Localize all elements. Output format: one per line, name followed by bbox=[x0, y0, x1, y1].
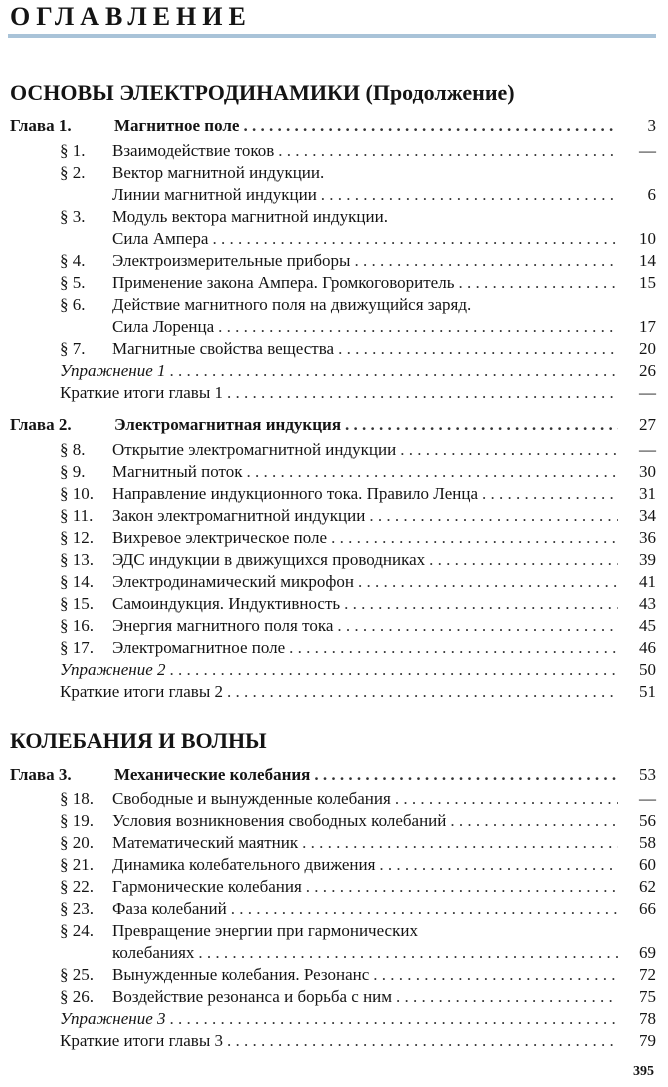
entry-title: Упражнение 3 bbox=[60, 1009, 166, 1028]
section-number: § 23. bbox=[60, 899, 94, 918]
chapter-label: Глава 2. bbox=[10, 415, 72, 434]
toc-chapter-entry[interactable] bbox=[10, 764, 656, 786]
toc-summary-entry[interactable] bbox=[60, 382, 656, 404]
dot-leader bbox=[212, 228, 618, 250]
page-ref: 69 bbox=[639, 943, 656, 962]
page-ref: 58 bbox=[639, 833, 656, 852]
page-ref: 10 bbox=[639, 229, 656, 248]
entry-title: Краткие итоги главы 3 bbox=[60, 1031, 223, 1050]
section-number: § 22. bbox=[60, 877, 94, 896]
dot-leader bbox=[358, 571, 618, 593]
section-number: § 4. bbox=[60, 251, 86, 270]
dot-leader bbox=[379, 854, 618, 876]
entry-title: Сила Ампера bbox=[112, 229, 209, 248]
dot-leader bbox=[246, 461, 618, 483]
dot-leader bbox=[338, 338, 618, 360]
dot-leader bbox=[289, 637, 618, 659]
toc-entry[interactable] bbox=[60, 439, 656, 461]
dot-leader bbox=[278, 140, 618, 162]
section-number: § 2. bbox=[60, 163, 86, 182]
page-ref: 41 bbox=[639, 572, 656, 591]
toc-entry[interactable] bbox=[60, 338, 656, 360]
entry-title: Воздействие резонанса и борьба с ним bbox=[112, 987, 393, 1006]
toc-entry[interactable] bbox=[60, 571, 656, 593]
entry-title: Краткие итоги главы 2 bbox=[60, 682, 223, 701]
section-number: § 24. bbox=[60, 921, 94, 940]
page-ref: 31 bbox=[639, 484, 656, 503]
section-number: § 11. bbox=[60, 506, 94, 525]
dot-leader bbox=[170, 360, 619, 382]
section-number: § 13. bbox=[60, 550, 94, 569]
section-number: § 10. bbox=[60, 484, 94, 503]
toc-entry[interactable] bbox=[60, 593, 656, 615]
entry-title: Самоиндукция. Индуктивность bbox=[112, 594, 341, 613]
entry-title: Применение закона Ампера. Громкоговоритель bbox=[112, 273, 455, 292]
section-number: § 17. bbox=[60, 638, 94, 657]
page-ref: — bbox=[639, 440, 656, 459]
page-ref: 36 bbox=[639, 528, 656, 547]
toc-summary-entry[interactable] bbox=[60, 681, 656, 703]
page-ref: — bbox=[639, 789, 656, 808]
page-ref: 62 bbox=[639, 877, 656, 896]
toc-entry[interactable] bbox=[60, 206, 656, 228]
dot-leader bbox=[395, 788, 618, 810]
page-ref: 26 bbox=[639, 361, 656, 380]
page-ref: 66 bbox=[639, 899, 656, 918]
dot-leader bbox=[331, 527, 618, 549]
section-number: § 14. bbox=[60, 572, 94, 591]
toc-entry-continuation[interactable] bbox=[60, 942, 656, 964]
entry-title: Условия возникновения свободных колебаний bbox=[112, 811, 447, 830]
entry-title: Направление индукционного тока. Правило Ленца bbox=[112, 484, 478, 503]
section-number: § 5. bbox=[60, 273, 86, 292]
toc-entry[interactable] bbox=[60, 898, 656, 920]
dot-leader bbox=[170, 659, 619, 681]
entry-title: колебаниях bbox=[112, 943, 195, 962]
page-ref: — bbox=[639, 383, 656, 402]
entry-title: Действие магнитного поля на движущийся заряд. bbox=[112, 295, 472, 314]
entry-title: Энергия магнитного поля тока bbox=[112, 616, 334, 635]
entry-title: Фаза колебаний bbox=[112, 899, 227, 918]
section-number: § 1. bbox=[60, 141, 86, 160]
section-number: § 25. bbox=[60, 965, 94, 984]
dot-leader bbox=[227, 1030, 618, 1052]
page-ref: 17 bbox=[639, 317, 656, 336]
section-number: § 26. bbox=[60, 987, 94, 1006]
page-ref: 72 bbox=[639, 965, 656, 984]
page-ref: 43 bbox=[639, 594, 656, 613]
toc-entry[interactable] bbox=[60, 788, 656, 810]
dot-leader bbox=[231, 898, 618, 920]
toc-chapter-entry[interactable] bbox=[10, 414, 656, 436]
dot-leader bbox=[396, 986, 618, 1008]
dot-leader bbox=[354, 250, 618, 272]
toc-summary-entry[interactable] bbox=[60, 1030, 656, 1052]
entry-title: Краткие итоги главы 1 bbox=[60, 383, 223, 402]
section-number: § 9. bbox=[60, 462, 86, 481]
toc-entry[interactable] bbox=[60, 549, 656, 571]
toc-exercise-entry[interactable] bbox=[60, 1008, 656, 1030]
entry-title: Взаимодействие токов bbox=[112, 141, 275, 160]
toc-entry[interactable] bbox=[60, 637, 656, 659]
page-ref: 50 bbox=[639, 660, 656, 679]
entry-title: Магнитные свойства вещества bbox=[112, 339, 335, 358]
entry-title: Вектор магнитной индукции. bbox=[112, 163, 325, 182]
chapter-title: Электромагнитная индукция bbox=[114, 415, 342, 434]
entry-title: ЭДС индукции в движущихся проводниках bbox=[112, 550, 426, 569]
page-ref: 51 bbox=[639, 682, 656, 701]
dot-leader bbox=[337, 615, 618, 637]
page-ref: 46 bbox=[639, 638, 656, 657]
dot-leader bbox=[227, 681, 618, 703]
page-ref: 78 bbox=[639, 1009, 656, 1028]
entry-title: Динамика колебательного движения bbox=[112, 855, 376, 874]
section-number: § 21. bbox=[60, 855, 94, 874]
dot-leader bbox=[227, 382, 618, 404]
section-number: § 7. bbox=[60, 339, 86, 358]
section-number: § 19. bbox=[60, 811, 94, 830]
chapter-label: Глава 1. bbox=[10, 116, 72, 135]
toc-entry[interactable] bbox=[60, 162, 656, 184]
page-ref: — bbox=[639, 141, 656, 160]
dot-leader bbox=[373, 964, 618, 986]
entry-title: Магнитный поток bbox=[112, 462, 243, 481]
page-ref: 6 bbox=[647, 185, 656, 204]
part-title: ОСНОВЫ ЭЛЕКТРОДИНАМИКИ (Продолжение) bbox=[10, 80, 515, 105]
section-number: § 3. bbox=[60, 207, 86, 226]
dot-leader bbox=[400, 439, 618, 461]
page-number: 395 bbox=[633, 1064, 654, 1079]
entry-title: Вынужденные колебания. Резонанс bbox=[112, 965, 370, 984]
toc-entry[interactable] bbox=[60, 964, 656, 986]
part-title: КОЛЕБАНИЯ И ВОЛНЫ bbox=[10, 728, 267, 753]
page-ref: 45 bbox=[639, 616, 656, 635]
page-ref: 15 bbox=[639, 273, 656, 292]
dot-leader bbox=[218, 316, 618, 338]
entry-title: Упражнение 2 bbox=[60, 660, 166, 679]
toc-exercise-entry[interactable] bbox=[60, 360, 656, 382]
toc-entry-continuation[interactable] bbox=[60, 184, 656, 206]
toc-entry[interactable] bbox=[60, 986, 656, 1008]
dot-leader bbox=[369, 505, 618, 527]
entry-title: Гармонические колебания bbox=[112, 877, 302, 896]
dot-leader bbox=[429, 549, 618, 571]
page-ref: 39 bbox=[639, 550, 656, 569]
dot-leader bbox=[314, 764, 618, 786]
toc-entry[interactable] bbox=[60, 140, 656, 162]
page-ref: 27 bbox=[639, 415, 656, 434]
dot-leader bbox=[344, 593, 618, 615]
dot-leader bbox=[450, 810, 618, 832]
page-ref: 20 bbox=[639, 339, 656, 358]
entry-title: Электродинамический микрофон bbox=[112, 572, 354, 591]
entry-title: Свободные и вынужденные колебания bbox=[112, 789, 391, 808]
toc-entry[interactable] bbox=[60, 250, 656, 272]
page-title: ОГЛАВЛЕНИЕ bbox=[10, 2, 252, 31]
entry-title: Модуль вектора магнитной индукции. bbox=[112, 207, 388, 226]
chapter-title: Магнитное поле bbox=[114, 116, 240, 135]
entry-title: Закон электромагнитной индукции bbox=[112, 506, 366, 525]
dot-leader bbox=[458, 272, 618, 294]
page-ref: 53 bbox=[639, 765, 656, 784]
toc-entry[interactable] bbox=[60, 615, 656, 637]
section-number: § 8. bbox=[60, 440, 86, 459]
toc-entry[interactable] bbox=[60, 920, 656, 942]
section-number: § 16. bbox=[60, 616, 94, 635]
dot-leader bbox=[198, 942, 618, 964]
entry-title: Вихревое электрическое поле bbox=[112, 528, 328, 547]
section-number: § 15. bbox=[60, 594, 94, 613]
toc-entry[interactable] bbox=[60, 505, 656, 527]
entry-title: Превращение энергии при гармонических bbox=[112, 921, 418, 940]
toc-entry-continuation[interactable] bbox=[60, 316, 656, 338]
toc-entry[interactable] bbox=[60, 461, 656, 483]
toc-chapter-entry[interactable] bbox=[10, 115, 656, 137]
dot-leader bbox=[243, 115, 618, 137]
page-ref: 34 bbox=[639, 506, 656, 525]
entry-title: Упражнение 1 bbox=[60, 361, 166, 380]
page-ref: 60 bbox=[639, 855, 656, 874]
entry-title: Открытие электромагнитной индукции bbox=[112, 440, 397, 459]
dot-leader bbox=[482, 483, 618, 505]
toc-entry[interactable] bbox=[60, 854, 656, 876]
toc-entry[interactable] bbox=[60, 832, 656, 854]
entry-title: Сила Лоренца bbox=[112, 317, 215, 336]
section-number: § 20. bbox=[60, 833, 94, 852]
page-ref: 56 bbox=[639, 811, 656, 830]
toc-entry[interactable] bbox=[60, 483, 656, 505]
dot-leader bbox=[302, 832, 618, 854]
page-ref: 14 bbox=[639, 251, 656, 270]
toc-entry[interactable] bbox=[60, 272, 656, 294]
dot-leader bbox=[306, 876, 618, 898]
page-ref: 75 bbox=[639, 987, 656, 1006]
entry-title: Электромагнитное поле bbox=[112, 638, 286, 657]
section-number: § 6. bbox=[60, 295, 86, 314]
toc-entry[interactable] bbox=[60, 294, 656, 316]
entry-title: Математический маятник bbox=[112, 833, 299, 852]
chapter-title: Механические колебания bbox=[114, 765, 311, 784]
chapter-label: Глава 3. bbox=[10, 765, 72, 784]
dot-leader bbox=[321, 184, 618, 206]
toc-entry[interactable] bbox=[60, 810, 656, 832]
section-number: § 12. bbox=[60, 528, 94, 547]
page-ref: 79 bbox=[639, 1031, 656, 1050]
toc-entry[interactable] bbox=[60, 876, 656, 898]
toc-entry[interactable] bbox=[60, 527, 656, 549]
entry-title: Электроизмерительные приборы bbox=[112, 251, 351, 270]
entry-title: Линии магнитной индукции bbox=[112, 185, 317, 204]
dot-leader bbox=[170, 1008, 619, 1030]
toc-exercise-entry[interactable] bbox=[60, 659, 656, 681]
dot-leader bbox=[345, 414, 618, 436]
section-number: § 18. bbox=[60, 789, 94, 808]
page-ref: 30 bbox=[639, 462, 656, 481]
page-ref: 3 bbox=[647, 116, 656, 135]
toc-entry-continuation[interactable] bbox=[60, 228, 656, 250]
